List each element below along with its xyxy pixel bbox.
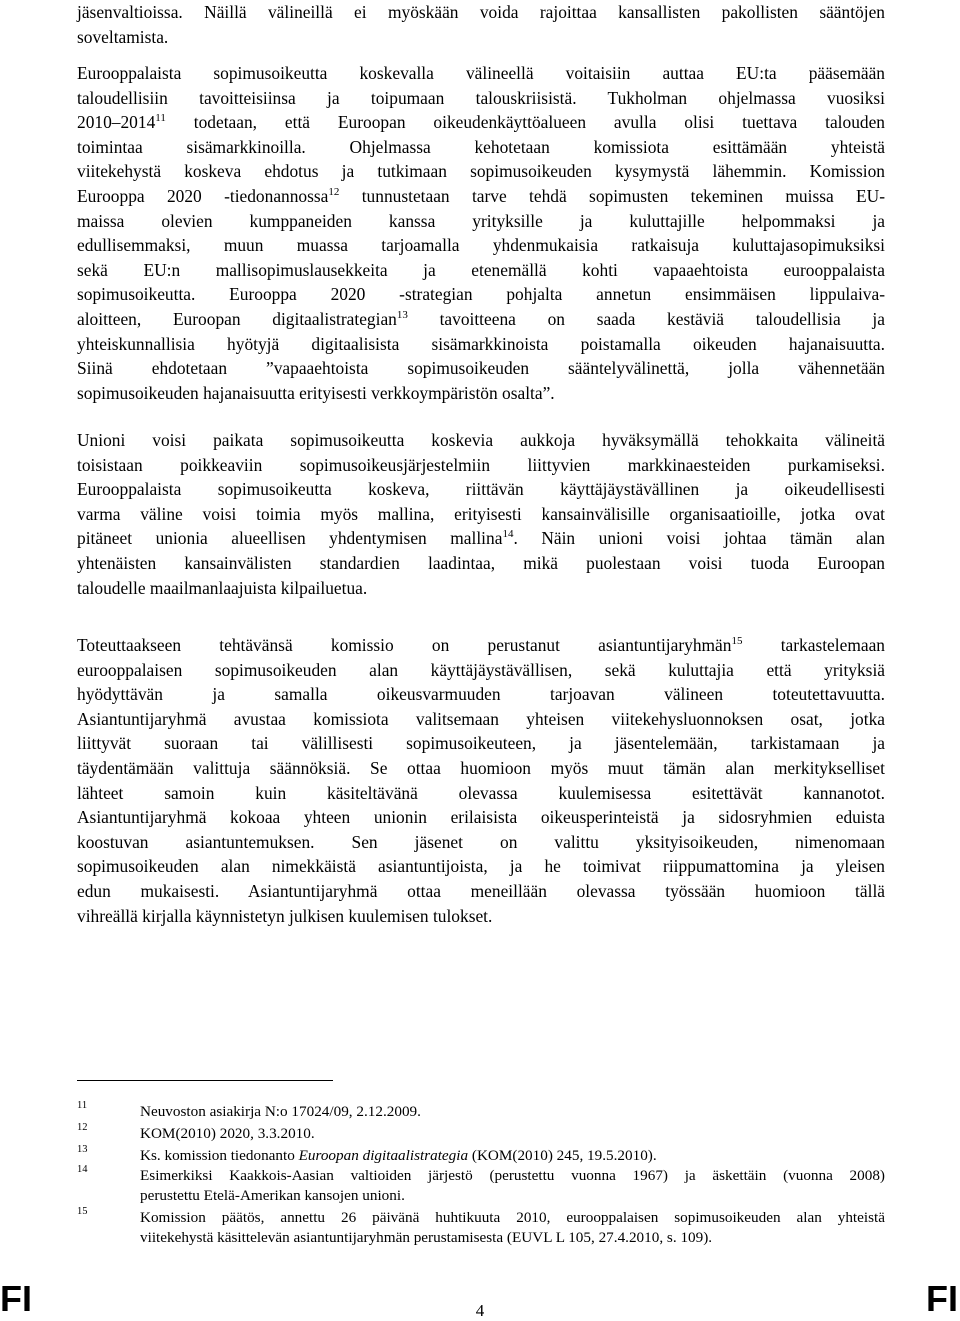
page-number: 4 [475,1301,485,1320]
text-run: tavoitteena on saada kestäviä taloudellisia ja [407,308,885,329]
footnote-number: 14 [77,1164,88,1175]
text-run: tunnustetaan tarve tehdä sopimusten tekeminen muissa EU- [339,185,886,206]
text-line: liittyvät suoraan tai välillisesti sopimusoikeuteen, ja jäsentelemään, tarkistamaan ja [77,733,885,754]
footnote-line: viitekehystä käsittelevän asiantuntijaryhmän perustamisesta (EUVL L 105, 27.4.2010, s. 109). [140,1229,713,1246]
title-italic: Euroopan digitaalistrategia [298,1147,469,1164]
footnote-line [140,1146,885,1166]
text-line: lähteet samoin kuin käsiteltävänä olevassa kuulemisessa esitettävät kannanotot. [77,782,885,803]
text-line [77,633,885,658]
footnote-ref: 15 [731,635,743,647]
text-line: eurooppalaisen sopimusoikeuden alan käyttäjäystävällisen, sekä kuluttajia että yrityksiä [77,659,885,680]
footnote-number: 12 [77,1122,88,1133]
text-run: Toteuttaakseen tehtävänsä komissio on perustanut asiantuntijaryhmän [77,635,732,655]
text-run: Ks. komission tiedonanto [140,1147,299,1164]
text-line: sekä EU:n mallisopimuslausekkeita ja etenemällä kohti vapaaehtoista eurooppalaista [77,259,885,280]
footnote-text [140,1124,885,1144]
text-line: edun mukaisesti. Asiantuntijaryhmä ottaa meneillään olevassa työssään huomioon tällä [77,880,885,901]
text-line: maissa olevien kumppaneiden kanssa yrityksille ja kuluttajille helpommaksi ja [77,210,885,231]
paragraph [77,633,885,928]
text-line [77,307,885,332]
footnote-line: Esimerkiksi Kaakkois-Aasian valtioiden järjestö (perustettu vuonna 1967) ja äskettäin (vuonna 2008) [140,1167,885,1184]
footnote-number: 13 [77,1144,88,1155]
text-run: 2010–2014 [77,112,156,133]
text-line: viitekehystä koskeva ehdotus ja tutkimaan sopimusoikeuden kysymystä lähemmin. Komission [77,161,885,182]
text-line: sopimusoikeuden alan nimekkäistä asiantuntijoista, ja he toimivat riippumattomina ja yleisen [77,856,885,877]
text-run: Eurooppa 2020 -tiedonannossa [77,185,329,206]
footnote-ref: 12 [328,185,340,198]
footnote-number: 11 [77,1100,88,1111]
text-line: taloudelle maailmanlaajuista kilpailuetua. [77,577,368,598]
text-line: toisistaan poikkeaviin sopimusoikeusjärjestelmiin liittyvien markkinaesteiden purkamiseksi. [77,454,885,475]
text-line: yhteiskunnallisia hyötyjä digitaalisista sisämarkkinoista poistamalla oikeuden hajanaisuutta. [77,333,885,354]
footnote-text [140,1166,885,1206]
paragraph [77,0,885,49]
text-run: todetaan, että Euroopan oikeudenkäyttöalueen avulla olisi tuettava talouden [165,112,885,133]
text-line: sopimusoikeuden hajanaisuutta erityisesti verkkoympäristön osalta”. [77,382,555,403]
footnote-text [140,1208,885,1248]
footer-language-left: FI [0,1278,32,1319]
footnote-line: Neuvoston asiakirja N:o 17024/09, 2.12.2009. [140,1103,421,1120]
text-run: (KOM(2010) 245, 19.5.2010). [468,1147,657,1164]
footnote-number: 15 [77,1206,88,1217]
text-line [77,526,885,551]
paragraph [77,428,885,600]
text-line: varma väline voisi toimia myös mallina, erityisesti kansainvälisille organisaatioille, jotka ovat [77,503,885,524]
text-line: toimintaa sisämarkkinoilla. Ohjelmassa kehotetaan komissiota esittämään yhteistä [77,136,885,157]
text-run: pitäneet unionia alueellisen yhdentymisen mallina [77,528,503,549]
text-line: Eurooppalaista sopimusoikeutta koskevalla välineellä voitaisiin auttaa EU:ta pääsemään [77,63,885,83]
text-line [77,184,885,209]
text-line: Unioni voisi paikata sopimusoikeutta koskevia aukkoja hyväksymällä tehokkaita välineitä [77,430,885,450]
text-line: Asiantuntijaryhmä kokoaa yhteen unionin erilaisista oikeusperinteistä ja sidosryhmien eduista [77,807,885,828]
footnote-ref: 13 [396,308,408,321]
paragraph [77,61,885,405]
footnote-text [140,1102,885,1122]
footnote-ref: 14 [502,528,514,541]
text-line: koostuvan asiantuntemuksen. Sen jäsenet on valittu yksityisoikeuden, nimenomaan [77,831,885,852]
text-line: Asiantuntijaryhmä avustaa komissiota valitsemaan yhteisen viitekehysluonnoksen osat, jotka [77,708,885,729]
text-line: soveltamista. [77,26,169,47]
footnote-line: Komission päätös, annettu 26 päivänä huhtikuuta 2010, eurooppalaisen sopimusoikeuden alan yhteistä [140,1209,885,1226]
text-line: jäsenvaltioissa. Näillä välineillä ei myöskään voida rajoittaa kansallisten pakollisten sääntöjen [77,2,885,22]
footer-language-right: FI [926,1278,958,1319]
text-run: tarkastelemaan [742,635,885,655]
footnote-ref: 11 [155,112,166,125]
text-line: hyödyttävän ja samalla oikeusvarmuuden tarjoavan välineen toteutettavuutta. [77,684,885,705]
text-line [77,110,885,135]
text-line: taloudellisiin tavoitteisiinsa ja toipumaan talouskriisistä. Tukholman ohjelmassa vuosiksi [77,87,885,108]
text-line: Eurooppalaista sopimusoikeutta koskeva, riittävän käyttäjäystävällinen ja oikeudellisesti [77,479,885,500]
text-line: Siinä ehdotetaan ”vapaaehtoista sopimusoikeuden sääntelyvälinettä, jolla vähennetään [77,358,885,379]
footnote-text [140,1146,885,1166]
text-line: täydentämään valittuja säännöksiä. Se ottaa huomioon myös muut tämän alan merkitykselliset [77,757,885,778]
text-run: . Näin unioni voisi johtaa tämän alan [513,528,886,549]
text-line: vihreällä kirjalla käynnistetyn julkisen kuulemisen tulokset. [77,905,493,926]
footnote-line: KOM(2010) 2020, 3.3.2010. [140,1125,315,1142]
footnote-separator [77,1080,333,1081]
text-line: edullisemmaksi, muun muassa tarjoamalla yhdenmukaisia ratkaisuja kuluttajasopimuksiksi [77,235,885,256]
footnote-line: perustettu Etelä-Amerikan kansojen unioni. [140,1187,405,1204]
text-line: yhtenäisten kansainvälisten standardien laadintaa, mikä puolestaan voisi tuoda Euroopan [77,552,885,573]
text-run: aloitteen, Euroopan digitaalistrategian [77,308,397,329]
text-line: sopimusoikeutta. Eurooppa 2020 -strategian pohjalta annetun ensimmäisen lippulaiva- [77,284,885,305]
